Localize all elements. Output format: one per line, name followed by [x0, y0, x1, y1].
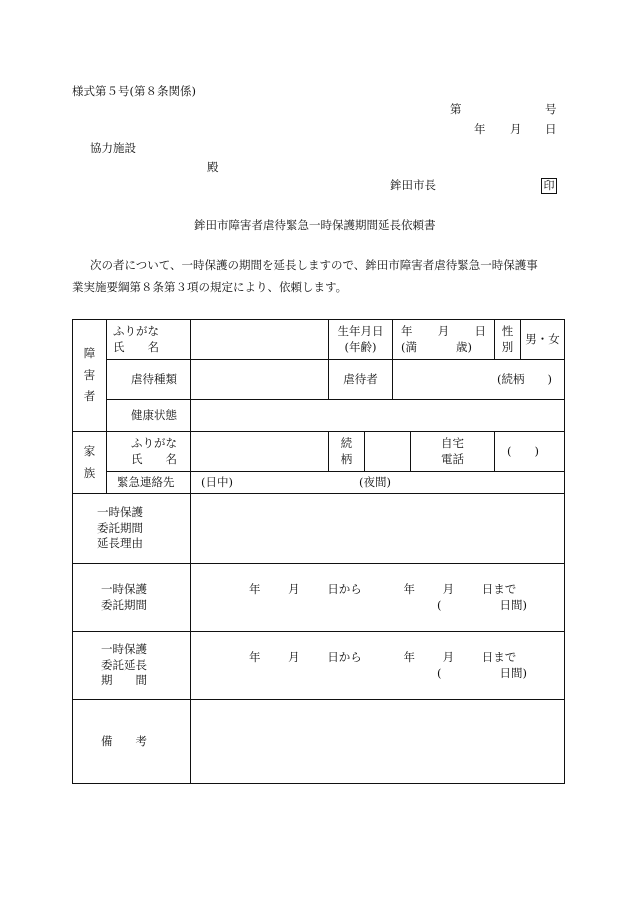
extension-period-label: 一時保護 委託延長 期 間 — [73, 632, 191, 700]
home-phone-label: 自宅 電話 — [411, 432, 495, 472]
date-day: 日 — [545, 122, 557, 136]
remarks-label: 備 考 — [73, 700, 191, 784]
remarks-field[interactable] — [191, 700, 565, 784]
sender: 鉾田市長 — [390, 178, 436, 192]
furigana-name-label: ふりがな 氏 名 — [107, 320, 191, 360]
relation-field[interactable] — [365, 432, 411, 472]
sex-label: 性 別 — [495, 320, 521, 360]
period-field[interactable]: 年 月 日から 年 月 日まで ( 日間) — [191, 564, 565, 632]
application-form-table — [72, 319, 565, 784]
doc-number-suffix: 号 — [545, 102, 557, 116]
person-name-field[interactable] — [191, 320, 329, 360]
extension-reason-label: 一時保護 委託期間 延長理由 — [73, 494, 191, 564]
abuser-label: 虐待者 — [329, 360, 393, 400]
relation-label: 続 柄 — [329, 432, 365, 472]
form-number: 様式第５号(第８条関係) — [72, 84, 196, 98]
health-label: 健康状態 — [107, 400, 191, 432]
person-label: 障 害 者 — [73, 320, 107, 432]
family-label: 家 族 — [73, 432, 107, 494]
abuser-field[interactable]: (続柄 ) — [393, 360, 565, 400]
honorific: 殿 — [207, 160, 219, 174]
recipient: 協力施設 — [90, 141, 136, 155]
home-phone-field[interactable]: ( ) — [495, 432, 565, 472]
health-field[interactable] — [191, 400, 565, 432]
extension-reason-field[interactable] — [191, 494, 565, 564]
doc-number-prefix: 第 — [450, 102, 462, 116]
document-title: 鉾田市障害者虐待緊急一時保護期間延長依頼書 — [194, 218, 436, 232]
sex-value[interactable]: 男・女 — [521, 320, 565, 360]
date-year: 年 — [474, 122, 486, 136]
birth-label: 生年月日 (年齢) — [329, 320, 393, 360]
date-month: 月 — [510, 122, 522, 136]
emergency-contact-label: 緊急連絡先 — [107, 472, 191, 494]
seal-mark: 印 — [541, 178, 557, 194]
body-line-2: 業実施要綱第８条第３項の規定により、依頼します。 — [72, 280, 348, 294]
body-line-1: 次の者について、一時保護の期間を延長しますので、鉾田市障害者虐待緊急一時保護事 — [90, 258, 538, 272]
extension-period-field[interactable]: 年 月 日から 年 月 日まで ( 日間) — [191, 632, 565, 700]
birth-date-field[interactable]: 年 月 日 (満 歳) — [393, 320, 495, 360]
family-name-field[interactable] — [191, 432, 329, 472]
abuse-type-field[interactable] — [191, 360, 329, 400]
family-furigana-name-label: ふりがな 氏 名 — [107, 432, 191, 472]
abuse-type-label: 虐待種類 — [107, 360, 191, 400]
emergency-contact-field[interactable]: (日中) (夜間) — [191, 472, 565, 494]
period-label: 一時保護 委託期間 — [73, 564, 191, 632]
